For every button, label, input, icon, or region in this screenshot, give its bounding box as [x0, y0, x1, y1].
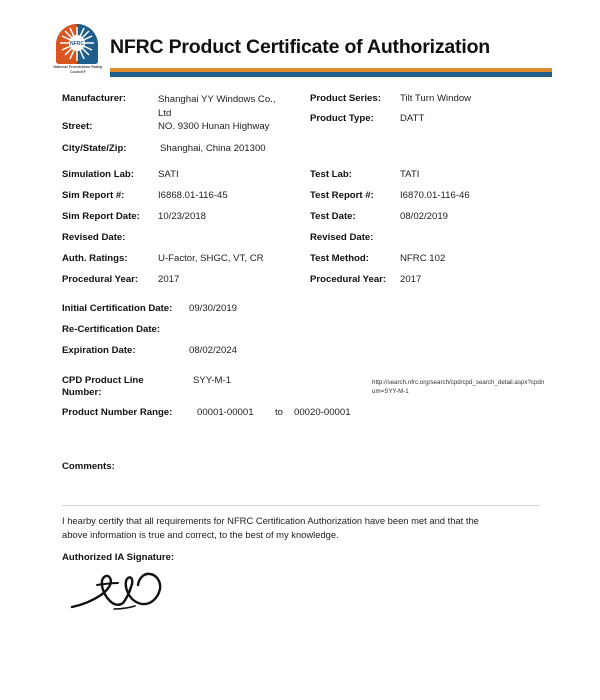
sim-revised-date-label: Revised Date:: [62, 232, 126, 243]
manufacturer-label: Manufacturer:: [62, 93, 126, 104]
test-report-number-value: I6870.01-116-46: [400, 190, 470, 201]
document-header: [52, 24, 552, 82]
city-state-zip-value: Shanghai, China 201300: [160, 143, 266, 154]
product-type-value: DATT: [400, 113, 425, 124]
test-procedural-year-label: Procedural Year:: [310, 274, 387, 285]
authorized-signature-label: Authorized IA Signature:: [62, 552, 175, 563]
auth-ratings-value: U-Factor, SHGC, VT, CR: [158, 253, 264, 264]
test-revised-date-label: Revised Date:: [310, 232, 374, 243]
test-date-value: 08/02/2019: [400, 211, 449, 222]
logo-mark-text: NFRC: [70, 41, 84, 48]
authorized-signature-image: [68, 565, 198, 620]
test-method-label: Test Method:: [310, 253, 369, 264]
street-value: NO. 9300 Hunan Highway: [158, 121, 270, 132]
cpd-search-url[interactable]: http://search.nfrc.org/search/cpd/cpd_search_detail.aspx?cpdnum=SYY-M-1: [372, 379, 545, 395]
test-lab-value: TATI: [400, 169, 420, 180]
test-procedural-year-value: 2017: [400, 274, 422, 285]
sim-report-date-value: 10/23/2018: [158, 211, 207, 222]
re-certification-date-label: Re-Certification Date:: [62, 324, 161, 335]
city-state-zip-label: City/State/Zip:: [62, 143, 127, 154]
product-number-range-to: 00020-00001: [294, 407, 351, 418]
sim-procedural-year-value: 2017: [158, 274, 180, 285]
cpd-product-line-number-label-line2: Number:: [62, 387, 102, 398]
footer-divider: [62, 505, 540, 506]
manufacturer-value: Shanghai YY Windows Co., Ltd: [158, 94, 276, 119]
cpd-product-line-number-label-line1: CPD Product Line: [62, 375, 144, 386]
header-rule-blue: [110, 72, 552, 77]
test-report-number-label: Test Report #:: [310, 190, 374, 201]
product-series-label: Product Series:: [310, 93, 381, 104]
auth-ratings-label: Auth. Ratings:: [62, 253, 128, 264]
expiration-date-label: Expiration Date:: [62, 345, 136, 356]
expiration-date-value: 08/02/2024: [189, 345, 238, 356]
simulation-lab-value: SATI: [158, 169, 179, 180]
simulation-lab-label: Simulation Lab:: [62, 169, 134, 180]
product-number-range-from: 00001-00001: [197, 407, 254, 418]
product-type-label: Product Type:: [310, 113, 374, 124]
test-method-value: NFRC 102: [400, 253, 446, 264]
logo-caption: National Fenestration Rating Council®: [53, 65, 103, 74]
cpd-product-line-number-value: SYY-M-1: [193, 375, 232, 386]
sim-report-number-label: Sim Report #:: [62, 190, 125, 201]
nfrc-logo-arch-icon: [56, 24, 98, 64]
product-series-value: Tilt Turn Window: [400, 93, 472, 104]
product-number-range-label: Product Number Range:: [62, 407, 173, 418]
sim-procedural-year-label: Procedural Year:: [62, 274, 139, 285]
nfrc-logo: [52, 24, 104, 78]
test-date-label: Test Date:: [310, 211, 356, 222]
certification-statement: I hearby certify that all requirements for NFRC Certification Authorization have been met and that the above information is true and correct, to the best of my knowledge.: [62, 515, 479, 540]
sim-report-date-label: Sim Report Date:: [62, 211, 140, 222]
street-label: Street:: [62, 121, 93, 132]
sim-report-number-value: I6868.01-116-45: [158, 190, 228, 201]
test-lab-label: Test Lab:: [310, 169, 352, 180]
sun-rays-icon: [56, 24, 98, 64]
comments-label: Comments:: [62, 461, 115, 472]
page-title: NFRC Product Certificate of Authorization: [110, 36, 490, 58]
product-number-range-separator: to: [275, 407, 284, 418]
initial-certification-date-value: 09/30/2019: [189, 303, 238, 314]
initial-certification-date-label: Initial Certification Date:: [62, 303, 173, 314]
